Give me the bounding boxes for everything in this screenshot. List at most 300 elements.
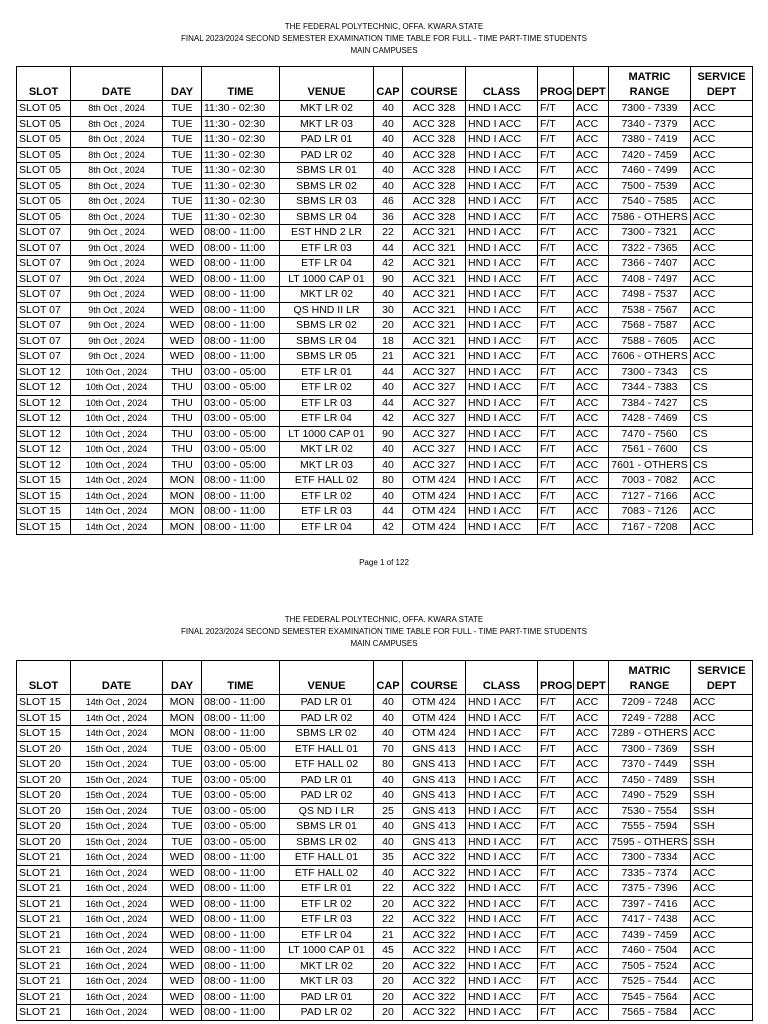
- cell-slot: SLOT 12: [17, 411, 71, 427]
- cell-class: HND I ACC: [466, 881, 538, 897]
- cell-course: ACC 327: [403, 364, 466, 380]
- cell-class: HND I ACC: [466, 519, 538, 535]
- table-row: [17, 116, 753, 132]
- cell-slot: SLOT 05: [17, 101, 71, 117]
- cell-venue: ETF HALL 02: [280, 757, 374, 773]
- cell-day: WED: [163, 349, 202, 365]
- cell-date: 15th Oct , 2024: [71, 834, 163, 850]
- table-row: [17, 710, 753, 726]
- cell-prog: F/T: [538, 695, 574, 711]
- cell-course: ACC 322: [403, 958, 466, 974]
- cell-slot: SLOT 20: [17, 834, 71, 850]
- cell-slot: SLOT 05: [17, 178, 71, 194]
- cell-cap: 40: [374, 726, 403, 742]
- cell-slot: SLOT 20: [17, 803, 71, 819]
- cell-date: 9th Oct , 2024: [71, 256, 163, 272]
- cell-date: 10th Oct , 2024: [71, 380, 163, 396]
- cell-venue: SBMS LR 02: [280, 318, 374, 334]
- cell-slot: SLOT 20: [17, 772, 71, 788]
- cell-dept: ACC: [574, 287, 609, 303]
- table-row: [17, 881, 753, 897]
- cell-cap: 42: [374, 519, 403, 535]
- cell-class: HND I ACC: [466, 473, 538, 489]
- cell-time: 08:00 - 11:00: [202, 256, 280, 272]
- cell-class: HND I ACC: [466, 788, 538, 804]
- cell-matric-range: 7300 - 7369: [609, 741, 691, 757]
- cell-venue: ETF LR 04: [280, 256, 374, 272]
- cell-class: HND I ACC: [466, 865, 538, 881]
- cell-date: 15th Oct , 2024: [71, 757, 163, 773]
- cell-course: OTM 424: [403, 695, 466, 711]
- cell-dept: ACC: [574, 865, 609, 881]
- cell-venue: SBMS LR 05: [280, 349, 374, 365]
- cell-slot: SLOT 12: [17, 380, 71, 396]
- table-header-row: [17, 661, 753, 695]
- cell-cap: 45: [374, 943, 403, 959]
- cell-course: ACC 322: [403, 865, 466, 881]
- cell-service-dept: SSH: [691, 772, 753, 788]
- cell-class: HND I ACC: [466, 850, 538, 866]
- cell-slot: SLOT 07: [17, 349, 71, 365]
- cell-date: 15th Oct , 2024: [71, 819, 163, 835]
- cell-cap: 40: [374, 710, 403, 726]
- cell-date: 10th Oct , 2024: [71, 442, 163, 458]
- table-row: [17, 178, 753, 194]
- cell-prog: F/T: [538, 912, 574, 928]
- cell-time: 03:00 - 05:00: [202, 411, 280, 427]
- cell-day: MON: [163, 519, 202, 535]
- cell-dept: ACC: [574, 318, 609, 334]
- cell-slot: SLOT 21: [17, 850, 71, 866]
- cell-prog: F/T: [538, 194, 574, 210]
- table-row: [17, 442, 753, 458]
- cell-day: THU: [163, 442, 202, 458]
- cell-course: ACC 322: [403, 850, 466, 866]
- cell-service-dept: ACC: [691, 318, 753, 334]
- cell-cap: 44: [374, 395, 403, 411]
- cell-cap: 20: [374, 974, 403, 990]
- table-row: [17, 147, 753, 163]
- cell-matric-range: 7003 - 7082: [609, 473, 691, 489]
- cell-service-dept: SSH: [691, 741, 753, 757]
- cell-service-dept: SSH: [691, 819, 753, 835]
- cell-time: 08:00 - 11:00: [202, 710, 280, 726]
- cell-slot: SLOT 12: [17, 457, 71, 473]
- cell-dept: ACC: [574, 943, 609, 959]
- cell-matric-range: 7366 - 7407: [609, 256, 691, 272]
- cell-cap: 40: [374, 442, 403, 458]
- cell-course: OTM 424: [403, 473, 466, 489]
- cell-date: 16th Oct , 2024: [71, 865, 163, 881]
- cell-service-dept: CS: [691, 364, 753, 380]
- cell-matric-range: 7380 - 7419: [609, 132, 691, 148]
- cell-dept: ACC: [574, 974, 609, 990]
- cell-day: TUE: [163, 788, 202, 804]
- cell-matric-range: 7470 - 7560: [609, 426, 691, 442]
- cell-venue: ETF LR 04: [280, 927, 374, 943]
- cell-service-dept: ACC: [691, 989, 753, 1005]
- cell-day: TUE: [163, 116, 202, 132]
- cell-venue: PAD LR 01: [280, 695, 374, 711]
- cell-service-dept: ACC: [691, 1005, 753, 1021]
- cell-service-dept: ACC: [691, 695, 753, 711]
- cell-slot: SLOT 15: [17, 710, 71, 726]
- cell-matric-range: 7595 - OTHERS: [609, 834, 691, 850]
- cell-matric-range: 7420 - 7459: [609, 147, 691, 163]
- cell-prog: F/T: [538, 896, 574, 912]
- table-row: [17, 1005, 753, 1021]
- cell-date: 16th Oct , 2024: [71, 958, 163, 974]
- cell-dept: ACC: [574, 710, 609, 726]
- cell-venue: MKT LR 03: [280, 116, 374, 132]
- cell-class: HND I ACC: [466, 318, 538, 334]
- cell-prog: F/T: [538, 426, 574, 442]
- cell-course: ACC 327: [403, 442, 466, 458]
- cell-venue: ETF LR 03: [280, 240, 374, 256]
- cell-class: HND I ACC: [466, 695, 538, 711]
- cell-cap: 42: [374, 411, 403, 427]
- cell-prog: F/T: [538, 364, 574, 380]
- cell-prog: F/T: [538, 411, 574, 427]
- cell-class: HND I ACC: [466, 912, 538, 928]
- table-row: [17, 209, 753, 225]
- cell-course: GNS 413: [403, 772, 466, 788]
- cell-slot: SLOT 05: [17, 163, 71, 179]
- table-row: [17, 132, 753, 148]
- cell-class: HND I ACC: [466, 132, 538, 148]
- cell-time: 08:00 - 11:00: [202, 865, 280, 881]
- column-header-venue: VENUE: [280, 661, 374, 695]
- cell-date: 15th Oct , 2024: [71, 803, 163, 819]
- cell-day: TUE: [163, 803, 202, 819]
- table-row: [17, 302, 753, 318]
- cell-time: 08:00 - 11:00: [202, 974, 280, 990]
- cell-service-dept: ACC: [691, 256, 753, 272]
- cell-course: ACC 322: [403, 943, 466, 959]
- cell-time: 08:00 - 11:00: [202, 726, 280, 742]
- cell-service-dept: CS: [691, 395, 753, 411]
- column-header-slot: SLOT: [17, 67, 71, 101]
- cell-day: WED: [163, 912, 202, 928]
- cell-matric-range: 7606 - OTHERS: [609, 349, 691, 365]
- cell-date: 15th Oct , 2024: [71, 772, 163, 788]
- cell-class: HND I ACC: [466, 896, 538, 912]
- cell-dept: ACC: [574, 256, 609, 272]
- cell-time: 08:00 - 11:00: [202, 927, 280, 943]
- cell-date: 14th Oct , 2024: [71, 473, 163, 489]
- cell-course: ACC 322: [403, 1005, 466, 1021]
- institution-name: THE FEDERAL POLYTECHNIC, OFFA. KWARA STATE: [284, 615, 484, 624]
- table-row: [17, 194, 753, 210]
- cell-service-dept: ACC: [691, 519, 753, 535]
- cell-prog: F/T: [538, 225, 574, 241]
- table-row: [17, 318, 753, 334]
- cell-slot: SLOT 05: [17, 132, 71, 148]
- table-row: [17, 488, 753, 504]
- cell-cap: 30: [374, 302, 403, 318]
- cell-prog: F/T: [538, 132, 574, 148]
- cell-venue: PAD LR 01: [280, 132, 374, 148]
- cell-venue: ETF HALL 01: [280, 850, 374, 866]
- cell-matric-range: 7384 - 7427: [609, 395, 691, 411]
- cell-slot: SLOT 20: [17, 757, 71, 773]
- cell-cap: 20: [374, 896, 403, 912]
- table-row: [17, 349, 753, 365]
- cell-course: ACC 328: [403, 132, 466, 148]
- cell-venue: ETF LR 03: [280, 912, 374, 928]
- cell-prog: F/T: [538, 178, 574, 194]
- cell-prog: F/T: [538, 757, 574, 773]
- cell-class: HND I ACC: [466, 819, 538, 835]
- cell-day: MON: [163, 695, 202, 711]
- cell-day: MON: [163, 488, 202, 504]
- cell-time: 03:00 - 05:00: [202, 457, 280, 473]
- cell-prog: F/T: [538, 819, 574, 835]
- cell-date: 14th Oct , 2024: [71, 695, 163, 711]
- cell-time: 03:00 - 05:00: [202, 803, 280, 819]
- cell-course: ACC 321: [403, 333, 466, 349]
- cell-cap: 90: [374, 426, 403, 442]
- cell-cap: 40: [374, 132, 403, 148]
- cell-service-dept: ACC: [691, 958, 753, 974]
- cell-class: HND I ACC: [466, 333, 538, 349]
- timetable-table: [16, 66, 753, 535]
- cell-class: HND I ACC: [466, 757, 538, 773]
- cell-prog: F/T: [538, 881, 574, 897]
- cell-dept: ACC: [574, 411, 609, 427]
- cell-date: 8th Oct , 2024: [71, 209, 163, 225]
- cell-dept: ACC: [574, 380, 609, 396]
- cell-dept: ACC: [574, 349, 609, 365]
- cell-prog: F/T: [538, 287, 574, 303]
- cell-dept: ACC: [574, 147, 609, 163]
- column-header-cap: CAP: [374, 661, 403, 695]
- cell-course: ACC 328: [403, 194, 466, 210]
- table-row: [17, 256, 753, 272]
- cell-venue: SBMS LR 03: [280, 194, 374, 210]
- cell-matric-range: 7083 - 7126: [609, 504, 691, 520]
- cell-service-dept: ACC: [691, 178, 753, 194]
- column-header-course: COURSE: [403, 67, 466, 101]
- cell-prog: F/T: [538, 147, 574, 163]
- table-row: [17, 426, 753, 442]
- cell-dept: ACC: [574, 788, 609, 804]
- cell-prog: F/T: [538, 788, 574, 804]
- cell-cap: 20: [374, 958, 403, 974]
- cell-time: 08:00 - 11:00: [202, 271, 280, 287]
- cell-service-dept: SSH: [691, 834, 753, 850]
- cell-class: HND I ACC: [466, 741, 538, 757]
- table-row: [17, 225, 753, 241]
- table-row: [17, 772, 753, 788]
- cell-matric-range: 7530 - 7554: [609, 803, 691, 819]
- cell-slot: SLOT 21: [17, 912, 71, 928]
- cell-class: HND I ACC: [466, 1005, 538, 1021]
- cell-dept: ACC: [574, 504, 609, 520]
- cell-prog: F/T: [538, 519, 574, 535]
- cell-date: 15th Oct , 2024: [71, 788, 163, 804]
- cell-course: ACC 328: [403, 101, 466, 117]
- cell-course: OTM 424: [403, 504, 466, 520]
- cell-venue: EST HND 2 LR: [280, 225, 374, 241]
- cell-dept: ACC: [574, 426, 609, 442]
- cell-venue: QS HND II LR: [280, 302, 374, 318]
- cell-dept: ACC: [574, 896, 609, 912]
- cell-class: HND I ACC: [466, 116, 538, 132]
- cell-prog: F/T: [538, 927, 574, 943]
- cell-cap: 44: [374, 364, 403, 380]
- cell-prog: F/T: [538, 803, 574, 819]
- cell-course: GNS 413: [403, 819, 466, 835]
- cell-venue: SBMS LR 04: [280, 333, 374, 349]
- cell-service-dept: ACC: [691, 147, 753, 163]
- cell-cap: 21: [374, 927, 403, 943]
- cell-time: 08:00 - 11:00: [202, 318, 280, 334]
- cell-day: TUE: [163, 772, 202, 788]
- cell-service-dept: ACC: [691, 473, 753, 489]
- column-header-matric-range: MATRIC RANGE: [609, 661, 691, 695]
- cell-cap: 40: [374, 287, 403, 303]
- cell-day: WED: [163, 850, 202, 866]
- cell-cap: 22: [374, 225, 403, 241]
- cell-slot: SLOT 07: [17, 240, 71, 256]
- cell-day: THU: [163, 426, 202, 442]
- cell-matric-range: 7565 - 7584: [609, 1005, 691, 1021]
- cell-course: ACC 321: [403, 271, 466, 287]
- cell-date: 8th Oct , 2024: [71, 101, 163, 117]
- cell-day: MON: [163, 504, 202, 520]
- cell-prog: F/T: [538, 772, 574, 788]
- cell-prog: F/T: [538, 457, 574, 473]
- cell-cap: 42: [374, 256, 403, 272]
- cell-date: 9th Oct , 2024: [71, 349, 163, 365]
- cell-slot: SLOT 21: [17, 881, 71, 897]
- cell-slot: SLOT 07: [17, 302, 71, 318]
- cell-slot: SLOT 15: [17, 519, 71, 535]
- cell-dept: ACC: [574, 101, 609, 117]
- table-row: [17, 974, 753, 990]
- cell-prog: F/T: [538, 943, 574, 959]
- cell-day: WED: [163, 881, 202, 897]
- cell-date: 8th Oct , 2024: [71, 132, 163, 148]
- cell-cap: 40: [374, 163, 403, 179]
- cell-time: 08:00 - 11:00: [202, 302, 280, 318]
- cell-service-dept: ACC: [691, 504, 753, 520]
- cell-venue: ETF HALL 01: [280, 741, 374, 757]
- cell-class: HND I ACC: [466, 287, 538, 303]
- cell-matric-range: 7561 - 7600: [609, 442, 691, 458]
- cell-venue: ETF LR 01: [280, 881, 374, 897]
- cell-time: 08:00 - 11:00: [202, 333, 280, 349]
- cell-prog: F/T: [538, 442, 574, 458]
- cell-slot: SLOT 15: [17, 504, 71, 520]
- cell-date: 16th Oct , 2024: [71, 989, 163, 1005]
- cell-date: 9th Oct , 2024: [71, 287, 163, 303]
- table-row: [17, 865, 753, 881]
- cell-time: 08:00 - 11:00: [202, 519, 280, 535]
- table-row: [17, 364, 753, 380]
- cell-matric-range: 7500 - 7539: [609, 178, 691, 194]
- cell-class: HND I ACC: [466, 442, 538, 458]
- cell-day: TUE: [163, 132, 202, 148]
- page-header: [0, 0, 768, 57]
- cell-slot: SLOT 21: [17, 958, 71, 974]
- cell-cap: 40: [374, 772, 403, 788]
- cell-service-dept: ACC: [691, 163, 753, 179]
- cell-dept: ACC: [574, 240, 609, 256]
- cell-date: 10th Oct , 2024: [71, 395, 163, 411]
- cell-date: 9th Oct , 2024: [71, 302, 163, 318]
- cell-time: 03:00 - 05:00: [202, 364, 280, 380]
- cell-day: TUE: [163, 194, 202, 210]
- cell-dept: ACC: [574, 726, 609, 742]
- cell-prog: F/T: [538, 318, 574, 334]
- cell-service-dept: SSH: [691, 757, 753, 773]
- cell-cap: 22: [374, 912, 403, 928]
- cell-service-dept: ACC: [691, 943, 753, 959]
- cell-venue: PAD LR 02: [280, 710, 374, 726]
- cell-venue: MKT LR 03: [280, 457, 374, 473]
- cell-time: 08:00 - 11:00: [202, 896, 280, 912]
- cell-matric-range: 7127 - 7166: [609, 488, 691, 504]
- cell-course: ACC 327: [403, 426, 466, 442]
- cell-slot: SLOT 07: [17, 225, 71, 241]
- cell-time: 08:00 - 11:00: [202, 225, 280, 241]
- cell-class: HND I ACC: [466, 504, 538, 520]
- cell-prog: F/T: [538, 710, 574, 726]
- cell-slot: SLOT 05: [17, 147, 71, 163]
- table-row: [17, 788, 753, 804]
- cell-matric-range: 7525 - 7544: [609, 974, 691, 990]
- cell-dept: ACC: [574, 519, 609, 535]
- cell-prog: F/T: [538, 209, 574, 225]
- cell-slot: SLOT 07: [17, 318, 71, 334]
- column-header-day: DAY: [163, 67, 202, 101]
- column-header-matric-range: MATRIC RANGE: [609, 67, 691, 101]
- cell-dept: ACC: [574, 442, 609, 458]
- cell-matric-range: 7460 - 7504: [609, 943, 691, 959]
- cell-venue: PAD LR 01: [280, 772, 374, 788]
- cell-matric-range: 7249 - 7288: [609, 710, 691, 726]
- cell-day: TUE: [163, 834, 202, 850]
- cell-cap: 40: [374, 488, 403, 504]
- cell-venue: ETF HALL 02: [280, 473, 374, 489]
- cell-time: 11:30 - 02:30: [202, 101, 280, 117]
- institution-name: THE FEDERAL POLYTECHNIC, OFFA. KWARA STATE: [284, 22, 484, 31]
- cell-class: HND I ACC: [466, 772, 538, 788]
- cell-cap: 40: [374, 147, 403, 163]
- cell-date: 9th Oct , 2024: [71, 333, 163, 349]
- cell-prog: F/T: [538, 256, 574, 272]
- cell-slot: SLOT 15: [17, 488, 71, 504]
- cell-time: 11:30 - 02:30: [202, 163, 280, 179]
- cell-day: MON: [163, 473, 202, 489]
- cell-course: OTM 424: [403, 519, 466, 535]
- cell-course: OTM 424: [403, 726, 466, 742]
- cell-matric-range: 7428 - 7469: [609, 411, 691, 427]
- cell-service-dept: ACC: [691, 333, 753, 349]
- cell-course: ACC 321: [403, 240, 466, 256]
- cell-slot: SLOT 12: [17, 426, 71, 442]
- cell-class: HND I ACC: [466, 803, 538, 819]
- cell-slot: SLOT 21: [17, 989, 71, 1005]
- cell-date: 9th Oct , 2024: [71, 271, 163, 287]
- cell-class: HND I ACC: [466, 101, 538, 117]
- cell-time: 08:00 - 11:00: [202, 695, 280, 711]
- cell-course: ACC 321: [403, 349, 466, 365]
- cell-venue: SBMS LR 02: [280, 178, 374, 194]
- cell-date: 14th Oct , 2024: [71, 710, 163, 726]
